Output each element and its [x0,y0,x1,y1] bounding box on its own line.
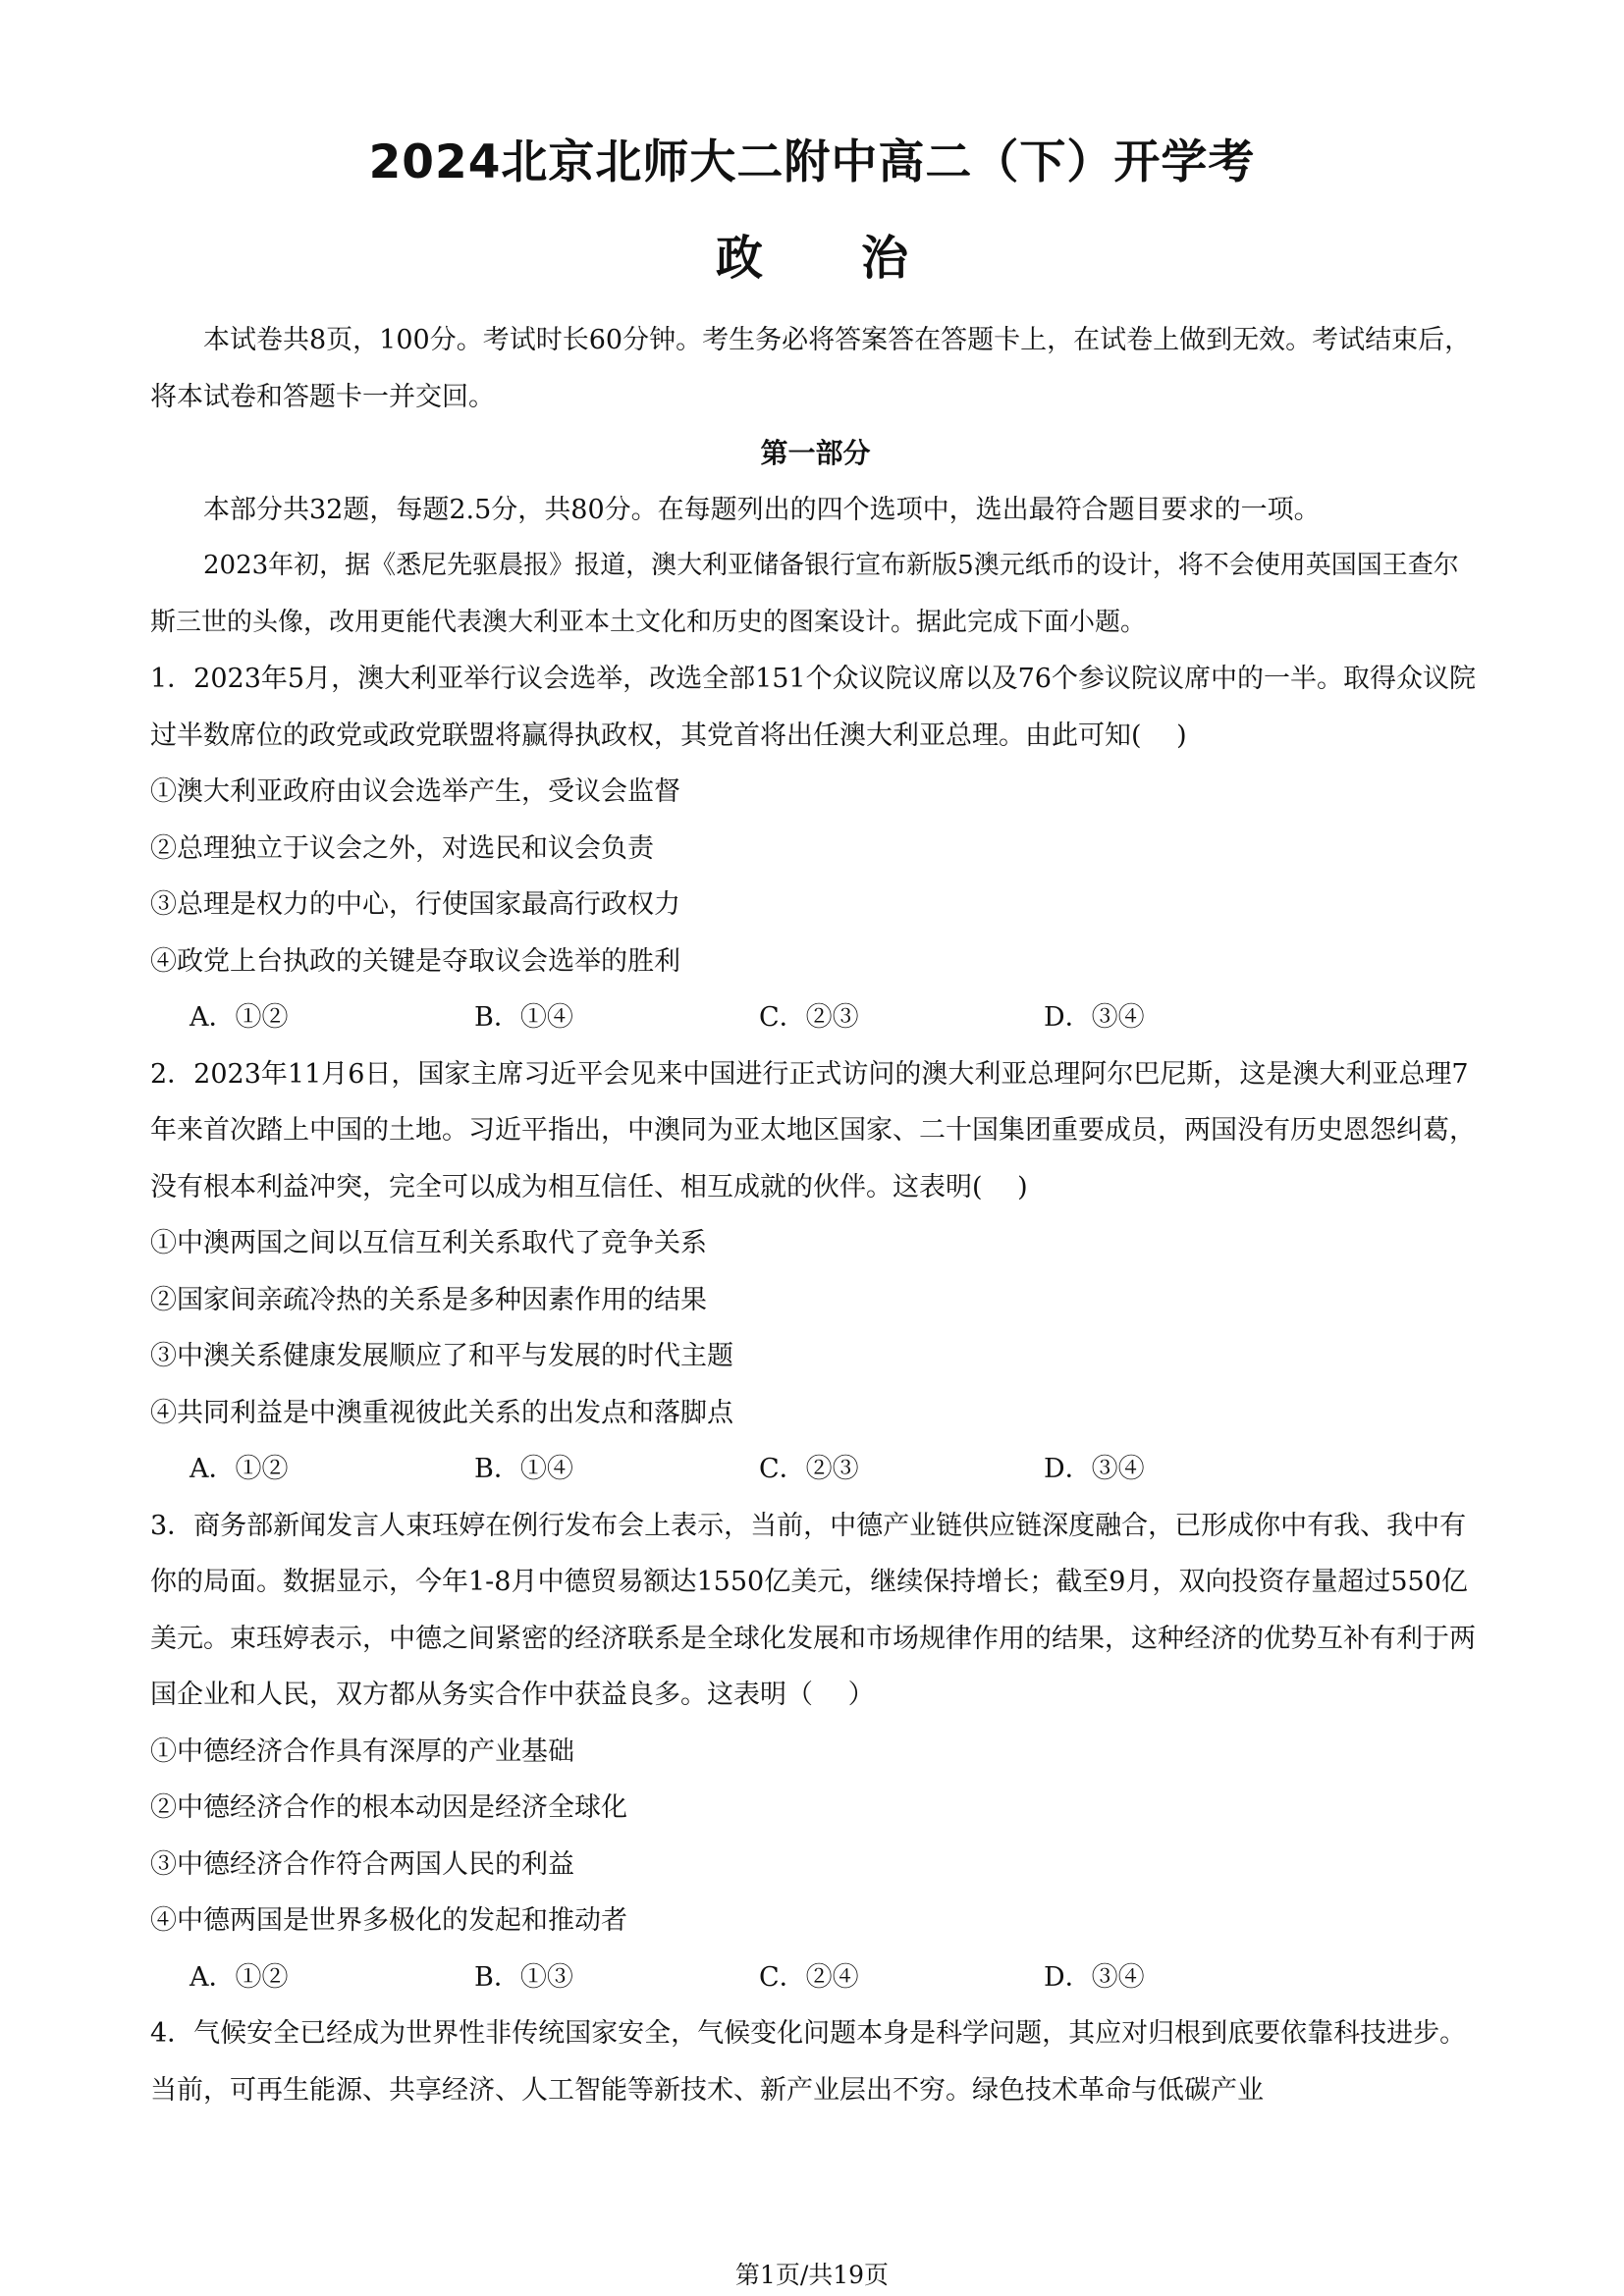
statement-4: ④共同利益是中澳重视彼此关系的出发点和落脚点 [150,1397,733,1428]
question-3 [150,1498,1481,2006]
statement-1: ①中澳两国之间以互信互利关系取代了竞争关系 [150,1228,707,1258]
statement-1: ①澳大利亚政府由议会选举产生，受议会监督 [150,776,680,807]
option-a: A．①② [189,1961,289,1993]
statement-2: ②国家间亲疏冷热的关系是多种因素作用的结果 [150,1284,707,1315]
option-d: D．③④ [1044,1961,1145,1993]
answer-options [150,1949,1481,2006]
option-d: D．③④ [1044,1454,1145,1484]
answer-options [150,1441,1481,1498]
question-stem: 4．气候安全已经成为世界性非传统国家安全，气候变化问题本身是科学问题，其应对归根到底要依靠科技进步。当前，可再生能源、共享经济、人工智能等新技术、新产业层出不穷。绿色技术革命与低碳产业 [150,2018,1467,2106]
question-stem: 2．2023年11月6日，国家主席习近平会见来中国进行正式访问的澳大利亚总理阿尔巴尼斯，这是澳大利亚总理7年来首次踏上中国的土地。习近平指出，中澳同为亚太地区国家、二十国集团重要成员，两国没有历史恩怨纠葛，没有根本利益冲突，完全可以成为相互信任、相互成就的伙伴。这表明( ) [150,1058,1476,1202]
statement-2: ②中德经济合作的根本动因是经济全球化 [150,1792,627,1823]
statement-3: ③总理是权力的中心，行使国家最高行政权力 [150,889,680,920]
statement-4: ④政党上台执政的关键是夺取议会选举的胜利 [150,945,680,977]
question-stem: 1．2023年5月，澳大利亚举行议会选举，改选全部151个众议院议席以及76个参议院议席中的一半。取得众议院过半数席位的政党或政党联盟将赢得执政权，其党首将出任澳大利亚总理。由此可知( ) [150,664,1476,751]
question-stem: 3．商务部新闻发言人束珏婷在例行发布会上表示，当前，中德产业链供应链深度融合，已形成你中有我、我中有你的局面。数据显示，今年1-8月中德贸易额达1550亿美元，继续保持增长；截至9月，双向投资存量超过550亿美元。束珏婷表示，中德之间紧密的经济联系是全球化发展和市场规律作用的结果，这种经济的优势互补有利于两国企业和人民，双方都从务实合作中获益良多。这表明（ ） [150,1510,1476,1710]
option-b: B．①④ [474,1002,573,1033]
option-a: A．①② [189,1002,289,1033]
statement-3: ③中澳关系健康发展顺应了和平与发展的时代主题 [150,1341,733,1371]
statement-1: ①中德经济合作具有深厚的产业基础 [150,1735,574,1767]
option-c: C．②③ [759,1454,859,1484]
reading-material: 2023年初，据《悉尼先驱晨报》报道，澳大利亚储备银行宣布新版5澳元纸币的设计，将不会使用英国国王查尔斯三世的头像，改用更能代表澳大利亚本土文化和历史的图案设计。据此完成下面小题。 [150,551,1459,637]
option-b: B．①④ [474,1454,573,1484]
instructions: 本试卷共8页，100分。考试时长60分钟。考生务必将答案答在答题卡上，在试卷上做到无效。考试结束后，将本试卷和答题卡一并交回。 [150,325,1472,412]
option-b: B．①③ [474,1961,573,1993]
question-2 [150,1046,1481,1498]
section-intro: 本部分共32题，每题2.5分，共80分。在每题列出的四个选项中，选出最符合题目要求的一项。 [203,494,1321,525]
option-c: C．②③ [759,1002,859,1033]
statement-4: ④中德两国是世界多极化的发起和推动者 [150,1905,627,1936]
exam-title: 2024北京北师大二附中高二（下）开学考 [368,135,1256,189]
exam-content [150,312,1481,2118]
question-1 [150,651,1481,1046]
question-4 [150,2005,1481,2118]
option-a: A．①② [189,1454,289,1484]
page-number: 第1页/共19页 [734,2261,890,2289]
section-heading: 第一部分 [760,437,871,469]
subject-title: 政治 [715,231,1006,286]
statement-3: ③中德经济合作符合两国人民的利益 [150,1848,574,1880]
statement-2: ②总理独立于议会之外，对选民和议会负责 [150,832,654,864]
option-d: D．③④ [1044,1002,1145,1033]
option-c: C．②④ [759,1961,859,1993]
answer-options [150,989,1481,1046]
